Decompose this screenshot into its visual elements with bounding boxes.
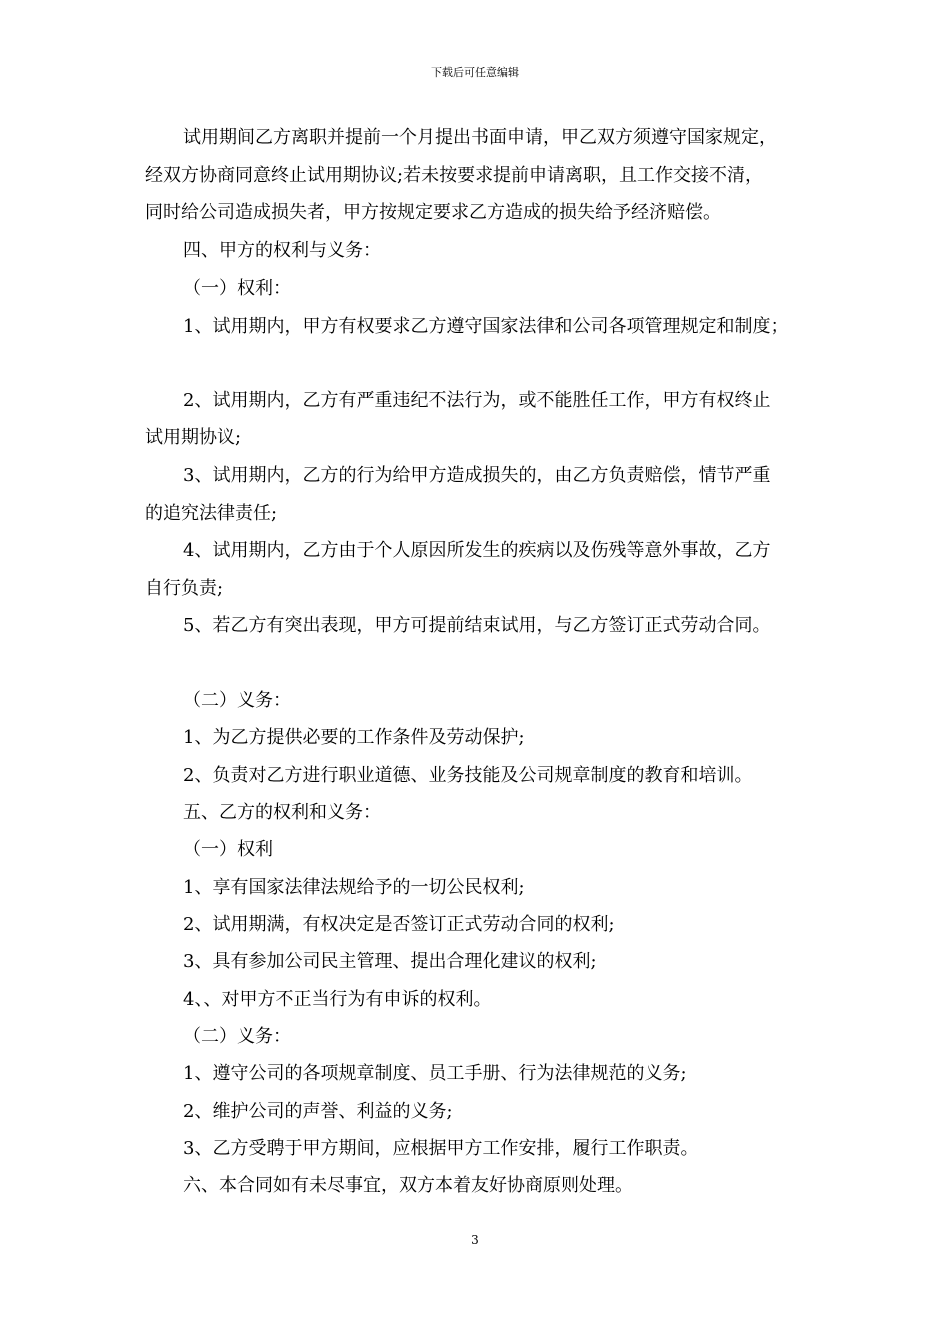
subsection-heading: （一）权利 bbox=[183, 839, 273, 860]
list-item-continuation: 试用期协议; bbox=[145, 427, 242, 448]
list-item: 3、乙方受聘于甲方期间，应根据甲方工作安排，履行工作职责。 bbox=[183, 1138, 699, 1159]
paragraph-line: 试用期间乙方离职并提前一个月提出书面申请，甲乙双方须遵守国家规定， bbox=[183, 127, 777, 148]
subsection-heading: （二）义务： bbox=[183, 690, 291, 711]
paragraph-line: 经双方协商同意终止试用期协议;若未按要求提前申请离职，且工作交接不清， bbox=[145, 165, 764, 186]
list-item: 1、享有国家法律法规给予的一切公民权利; bbox=[183, 877, 525, 898]
list-item: 1、为乙方提供必要的工作条件及劳动保护; bbox=[183, 727, 525, 748]
list-item: 2、试用期内，乙方有严重违纪不法行为，或不能胜任工作，甲方有权终止 bbox=[183, 390, 771, 411]
list-item: 3、试用期内，乙方的行为给甲方造成损失的，由乙方负责赔偿，情节严重 bbox=[183, 465, 771, 486]
section-heading: 五、乙方的权利和义务： bbox=[183, 802, 381, 823]
page-header: 下载后可任意编辑 bbox=[431, 66, 519, 79]
list-item: 4、试用期内，乙方由于个人原因所发生的疾病以及伤残等意外事故，乙方 bbox=[183, 540, 771, 561]
section-heading: 四、甲方的权利与义务： bbox=[183, 240, 381, 261]
list-item: 5、若乙方有突出表现，甲方可提前结束试用，与乙方签订正式劳动合同。 bbox=[183, 615, 771, 636]
list-item: 3、具有参加公司民主管理、提出合理化建议的权利; bbox=[183, 951, 597, 972]
list-item: 4、、对甲方不正当行为有申诉的权利。 bbox=[183, 989, 492, 1010]
list-item-continuation: 自行负责; bbox=[145, 578, 224, 599]
subsection-heading: （一）权利： bbox=[183, 278, 291, 299]
subsection-heading: （二）义务： bbox=[183, 1026, 291, 1047]
section-heading: 六、本合同如有未尽事宜，双方本着友好协商原则处理。 bbox=[183, 1175, 633, 1196]
list-item: 2、负责对乙方进行职业道德、业务技能及公司规章制度的教育和培训。 bbox=[183, 765, 753, 786]
page-number: 3 bbox=[471, 1233, 479, 1247]
list-item: 2、维护公司的声誉、利益的义务; bbox=[183, 1101, 453, 1122]
list-item: 1、遵守公司的各项规章制度、员工手册、行为法律规范的义务; bbox=[183, 1063, 687, 1084]
list-item: 2、试用期满，有权决定是否签订正式劳动合同的权利; bbox=[183, 914, 615, 935]
paragraph-line: 同时给公司造成损失者，甲方按规定要求乙方造成的损失给予经济赔偿。 bbox=[145, 202, 721, 223]
list-item: 1、试用期内，甲方有权要求乙方遵守国家法律和公司各项管理规定和制度； bbox=[183, 316, 789, 337]
list-item-continuation: 的追究法律责任; bbox=[145, 503, 278, 524]
